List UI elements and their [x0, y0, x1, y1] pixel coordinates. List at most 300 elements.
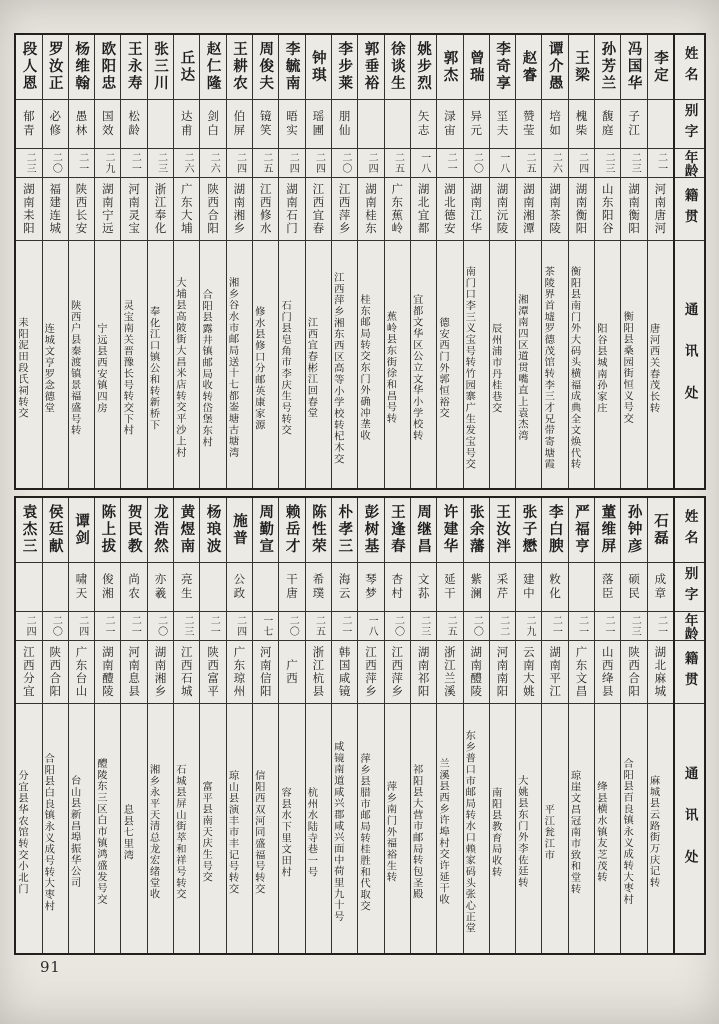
person-name: 王逢春: [388, 504, 406, 556]
person-alias: 朋仙: [337, 109, 352, 139]
person-age: 二五: [313, 615, 325, 637]
native-place-cell: [595, 177, 620, 240]
name-cell: [148, 498, 173, 562]
age-cell: [148, 611, 173, 640]
person-alias: 伯屏: [232, 109, 247, 139]
person-address: 萍乡县腊市邮局转桂胜和代取交: [358, 752, 371, 912]
address-cell: [16, 240, 41, 488]
name-cell: [306, 498, 331, 562]
person-address: 南门口李三义宝号转竹园寨广生发宝号交: [463, 266, 476, 470]
address-cell: [121, 240, 146, 488]
age-cell: [385, 611, 410, 640]
person-name: 罗汝正: [46, 41, 64, 93]
person-native-place: 江西石城: [179, 646, 194, 698]
person-native-place: 山东阳谷: [600, 183, 615, 235]
person-address: 蕉岭县东街徐和昌号转: [384, 311, 397, 425]
person-column: [384, 498, 410, 953]
person-alias: 国效: [100, 109, 115, 139]
person-native-place: 湖南茶陵: [548, 183, 563, 235]
native-place-cell: [148, 640, 173, 703]
person-column: [199, 498, 225, 953]
person-name: 孙钟彦: [625, 504, 643, 556]
native-place-cell: [516, 177, 541, 240]
person-native-place: 湖南耒阳: [21, 183, 36, 235]
person-alias: 琴梦: [363, 572, 378, 602]
address-cell: [200, 240, 225, 488]
name-cell: [542, 498, 567, 562]
header-native-label: 籍贯: [681, 188, 698, 230]
person-name: 杨琅波: [204, 504, 222, 556]
header-age-cell: [675, 611, 704, 640]
age-cell: [332, 611, 357, 640]
person-name: 孙芳兰: [599, 41, 617, 93]
person-native-place: 陕西富平: [206, 646, 221, 698]
person-alias: 达甫: [179, 109, 194, 139]
name-cell: [95, 35, 120, 99]
person-column: [515, 498, 541, 953]
person-address: 富平县南天庆生号交: [200, 781, 213, 883]
name-cell: [464, 498, 489, 562]
person-column: [410, 498, 436, 953]
person-native-place: 云南大姚: [521, 646, 536, 698]
person-age: 二二: [497, 615, 509, 637]
age-cell: [16, 611, 41, 640]
alias-cell: [174, 562, 199, 611]
person-address: 合阳县百良镇永义成转大枣村: [621, 758, 634, 906]
header-alias-cell: [675, 99, 704, 148]
age-cell: [95, 148, 120, 177]
person-native-place: 湖北德安: [442, 183, 457, 235]
native-place-cell: [621, 640, 646, 703]
age-cell: [569, 611, 594, 640]
header-column: [673, 498, 704, 953]
name-cell: [595, 35, 620, 99]
person-native-place: 陕西合阳: [206, 183, 221, 235]
person-name: 周勤宣: [257, 504, 275, 556]
address-cell: [227, 703, 252, 953]
person-name: 王永寿: [125, 41, 143, 93]
alias-cell: [121, 562, 146, 611]
person-column: [173, 498, 199, 953]
name-cell: [121, 498, 146, 562]
person-column: [199, 35, 225, 488]
address-cell: [306, 240, 331, 488]
name-cell: [43, 35, 68, 99]
name-cell: [490, 498, 515, 562]
person-native-place: 陕西长安: [74, 183, 89, 235]
person-address: 萍乡南门外福裕生转: [384, 781, 397, 883]
person-age: 二四: [313, 152, 325, 174]
person-age: 二三: [181, 615, 193, 637]
person-age: 二五: [392, 152, 404, 174]
person-age: 二〇: [339, 152, 351, 174]
person-column: [489, 498, 515, 953]
person-name: 陈性荣: [309, 504, 327, 556]
alias-cell: [227, 99, 252, 148]
person-column: [541, 35, 567, 488]
person-column: [252, 35, 278, 488]
native-place-cell: [43, 640, 68, 703]
person-name: 赵仁隆: [204, 41, 222, 93]
register-table-bottom: [14, 496, 706, 955]
person-native-place: 广东琼州: [232, 646, 247, 698]
address-cell: [648, 703, 673, 953]
person-column: [331, 498, 357, 953]
person-alias: 赞莹: [521, 109, 536, 139]
person-name: 郭垂裕: [362, 41, 380, 93]
age-cell: [385, 148, 410, 177]
person-name: 龙浩然: [152, 504, 170, 556]
native-place-cell: [385, 640, 410, 703]
name-cell: [490, 35, 515, 99]
person-native-place: 江西分宜: [21, 646, 36, 698]
person-address: 绛县横水镇友芝茂转: [595, 781, 607, 883]
native-place-cell: [69, 177, 94, 240]
alias-cell: [279, 562, 304, 611]
person-native-place: 江西萍乡: [337, 183, 352, 235]
alias-cell: [43, 99, 68, 148]
alias-cell: [200, 99, 225, 148]
name-cell: [174, 35, 199, 99]
address-cell: [200, 703, 225, 953]
person-native-place: 湖南宁远: [100, 183, 115, 235]
person-native-place: 韩国咸镜: [337, 646, 352, 698]
person-native-place: 陕西合阳: [627, 646, 642, 698]
header-native-label: 籍贯: [681, 651, 698, 693]
native-place-cell: [43, 177, 68, 240]
person-column: [42, 35, 68, 488]
native-place-cell: [253, 640, 278, 703]
alias-cell: [648, 562, 673, 611]
person-age: 二四: [24, 615, 36, 637]
age-cell: [464, 611, 489, 640]
person-address: 东乡普口市邮局转水口赖家码头张心正堂: [463, 730, 476, 934]
person-address: 宜都文华区公立文华小学校转: [410, 294, 423, 442]
person-age: 二四: [366, 152, 378, 174]
header-alias-label: 别字: [681, 103, 698, 145]
person-alias: 晤实: [285, 109, 299, 139]
address-cell: [542, 240, 567, 488]
person-age: 二四: [76, 615, 88, 637]
person-address: 湘乡谷水市邮局送十七都崟塘古塘湾: [226, 277, 239, 459]
person-age: 二〇: [287, 615, 299, 637]
age-cell: [227, 611, 252, 640]
person-native-place: 广西: [285, 659, 299, 685]
page-number: 91: [40, 958, 61, 976]
native-place-cell: [69, 640, 94, 703]
person-address: 江西萍乡湘东西区高等小学校转杞木交: [331, 271, 344, 465]
person-native-place: 浙江奉化: [153, 183, 168, 235]
age-cell: [121, 611, 146, 640]
person-age: 二四: [234, 152, 246, 174]
person-alias: 培如: [548, 109, 563, 139]
alias-cell: [464, 99, 489, 148]
name-cell: [279, 498, 304, 562]
person-address: 咸镜南道咸兴郡咸兴面中荷里九十号: [331, 741, 344, 923]
person-native-place: 湖南醴陵: [469, 646, 484, 698]
person-alias: 子江: [627, 109, 642, 139]
person-name: 姚步烈: [415, 41, 433, 93]
person-age: 二一: [103, 615, 115, 637]
native-place-cell: [490, 640, 515, 703]
person-name: 李毓南: [283, 41, 301, 93]
age-cell: [437, 148, 462, 177]
person-alias: 公政: [232, 572, 247, 602]
name-cell: [69, 498, 94, 562]
person-column: [436, 498, 462, 953]
person-age: 一八: [418, 152, 430, 174]
person-address: 衡阳县桑园街恒义号交: [621, 311, 634, 425]
alias-cell: [385, 99, 410, 148]
person-name: 侯廷献: [46, 504, 64, 556]
address-cell: [253, 240, 278, 488]
person-alias: 俊湘: [100, 572, 115, 602]
native-place-cell: [174, 177, 199, 240]
person-address: 大姚县东门外李佐廷转: [516, 775, 528, 889]
person-age: 二三: [629, 152, 641, 174]
name-cell: [253, 498, 278, 562]
person-column: [16, 35, 41, 488]
name-cell: [411, 35, 436, 99]
person-native-place: 浙江杭县: [311, 646, 326, 698]
person-address: 灵宝南关晋豫长号转交下村: [121, 300, 134, 436]
person-address: 石门县皂角市李庆生号转交: [279, 300, 292, 436]
name-cell: [279, 35, 304, 99]
person-column: [173, 35, 199, 488]
name-cell: [69, 35, 94, 99]
age-cell: [69, 611, 94, 640]
age-cell: [95, 611, 120, 640]
person-name: 王耕农: [230, 41, 248, 93]
person-native-place: 广东蕉岭: [390, 183, 405, 235]
address-cell: [569, 240, 594, 488]
header-address-cell: [675, 703, 704, 953]
person-age: 二一: [655, 615, 667, 637]
name-cell: [16, 498, 41, 562]
person-age: 二〇: [471, 152, 483, 174]
address-cell: [621, 240, 646, 488]
age-cell: [279, 148, 304, 177]
age-cell: [174, 148, 199, 177]
person-alias: 必修: [48, 109, 63, 139]
person-column: [515, 35, 541, 488]
name-cell: [542, 35, 567, 99]
age-cell: [43, 611, 68, 640]
person-column: [278, 498, 304, 953]
person-alias: 尚农: [127, 572, 142, 602]
name-cell: [253, 35, 278, 99]
address-cell: [358, 240, 383, 488]
person-name: 严福亨: [573, 504, 591, 556]
name-cell: [621, 35, 646, 99]
age-cell: [69, 148, 94, 177]
header-address-cell: [675, 240, 704, 488]
header-name-cell: [675, 498, 704, 562]
age-cell: [490, 611, 515, 640]
person-native-place: 河南南阳: [495, 646, 510, 698]
name-cell: [569, 498, 594, 562]
person-native-place: 湖北宜都: [416, 183, 431, 235]
native-place-cell: [279, 177, 304, 240]
person-alias: 异元: [469, 109, 484, 139]
person-age: 二四: [234, 615, 246, 637]
person-address: 唐河西关春茂长转: [647, 322, 660, 414]
name-cell: [358, 498, 383, 562]
address-cell: [621, 703, 646, 953]
person-age: 二三: [155, 152, 167, 174]
person-native-place: 湖南桂东: [363, 183, 378, 235]
person-column: [541, 498, 567, 953]
header-native-cell: [675, 640, 704, 703]
name-cell: [200, 498, 225, 562]
age-cell: [411, 611, 436, 640]
native-place-cell: [490, 177, 515, 240]
alias-cell: [464, 562, 489, 611]
native-place-cell: [279, 640, 304, 703]
address-cell: [542, 703, 567, 953]
native-place-cell: [227, 640, 252, 703]
name-cell: [437, 35, 462, 99]
address-cell: [464, 703, 489, 953]
native-place-cell: [306, 640, 331, 703]
age-cell: [358, 611, 383, 640]
person-alias: 渌宙: [442, 109, 457, 139]
person-age: 二六: [550, 152, 562, 174]
age-cell: [200, 611, 225, 640]
age-cell: [253, 611, 278, 640]
address-cell: [279, 240, 304, 488]
person-column: [384, 35, 410, 488]
address-cell: [332, 240, 357, 488]
native-place-cell: [174, 640, 199, 703]
person-alias: 亦羲: [153, 572, 168, 602]
person-alias: 松龄: [127, 109, 142, 139]
address-cell: [595, 703, 620, 953]
address-cell: [16, 703, 41, 953]
person-name: 郭杰: [441, 49, 459, 85]
alias-cell: [411, 99, 436, 148]
name-cell: [648, 35, 673, 99]
header-address-label: 通讯处: [681, 301, 698, 428]
native-place-cell: [569, 640, 594, 703]
alias-cell: [43, 562, 68, 611]
person-name: 王梁: [573, 49, 591, 85]
person-column: [357, 35, 383, 488]
person-address: 桂东邮局转交东门外确冲垄收: [358, 294, 371, 442]
person-alias: 杏村: [390, 572, 405, 602]
alias-cell: [569, 562, 594, 611]
alias-cell: [516, 99, 541, 148]
person-address: 陕西户县秦渡镇景福盛号转: [68, 300, 81, 436]
person-alias: 矢志: [416, 109, 431, 139]
address-cell: [648, 240, 673, 488]
age-cell: [595, 611, 620, 640]
person-native-place: 广东大埔: [179, 183, 194, 235]
native-place-cell: [648, 640, 673, 703]
person-address: 宁远县西安镇四房: [95, 322, 107, 414]
native-place-cell: [648, 177, 673, 240]
person-name: 石磊: [651, 512, 669, 548]
person-native-place: 河南灵宝: [127, 183, 142, 235]
name-cell: [516, 35, 541, 99]
person-address: 琼崖文昌冠南市致和堂转: [568, 769, 581, 895]
person-alias: 采芹: [495, 572, 510, 602]
name-cell: [148, 35, 173, 99]
native-place-cell: [621, 177, 646, 240]
name-cell: [516, 498, 541, 562]
age-cell: [121, 148, 146, 177]
native-place-cell: [332, 177, 357, 240]
person-address: 醴陵东三区白市镇鸿盛发号交: [95, 758, 107, 906]
person-column: [94, 498, 120, 953]
person-native-place: 广东台山: [74, 646, 89, 698]
native-place-cell: [542, 640, 567, 703]
header-address-label: 通讯处: [681, 765, 698, 892]
address-cell: [43, 240, 68, 488]
person-column: [647, 35, 673, 488]
address-cell: [411, 240, 436, 488]
name-cell: [648, 498, 673, 562]
person-address: 辰州浦市丹桂巷交: [489, 322, 502, 414]
person-name: 冯国华: [625, 41, 643, 93]
person-name: 钟琪: [309, 49, 327, 85]
age-cell: [621, 611, 646, 640]
alias-cell: [411, 562, 436, 611]
person-native-place: 广东文昌: [574, 646, 589, 698]
age-cell: [648, 148, 673, 177]
person-address: 修水县修口分邮英康家源: [253, 305, 265, 431]
native-place-cell: [95, 640, 120, 703]
person-column: [305, 498, 331, 953]
name-cell: [569, 35, 594, 99]
person-age: 二一: [76, 152, 88, 174]
person-address: 合阳县露井镇邮局收转岱堡东村: [200, 288, 213, 448]
address-cell: [148, 703, 173, 953]
person-name: 许建华: [441, 504, 459, 556]
alias-cell: [621, 99, 646, 148]
person-native-place: 湖北麻城: [653, 646, 668, 698]
alias-cell: [148, 99, 173, 148]
person-age: 二一: [129, 152, 141, 174]
person-age: 二五: [260, 152, 272, 174]
native-place-cell: [595, 640, 620, 703]
native-place-cell: [95, 177, 120, 240]
person-age: 二〇: [471, 615, 483, 637]
name-cell: [43, 498, 68, 562]
person-alias: 海云: [337, 572, 352, 602]
person-column: [305, 35, 331, 488]
header-alias-cell: [675, 562, 704, 611]
person-address: 石城县屏山街萃和祥号转交: [174, 764, 186, 900]
person-native-place: 陕西合阳: [48, 646, 63, 698]
native-place-cell: [358, 640, 383, 703]
name-cell: [332, 498, 357, 562]
person-column: [620, 35, 646, 488]
person-column: [357, 498, 383, 953]
name-cell: [200, 35, 225, 99]
person-age: 二四: [287, 152, 299, 174]
person-alias: 文荪: [416, 572, 431, 602]
person-name: 周俊夫: [257, 41, 275, 93]
address-cell: [69, 703, 94, 953]
person-native-place: 江西萍乡: [363, 646, 378, 698]
person-name: 陈上拔: [99, 504, 117, 556]
address-cell: [43, 703, 68, 953]
person-name: 李奇享: [494, 41, 512, 93]
person-age: 一八: [497, 152, 509, 174]
person-age: 二三: [418, 615, 430, 637]
header-name-cell: [675, 35, 704, 99]
